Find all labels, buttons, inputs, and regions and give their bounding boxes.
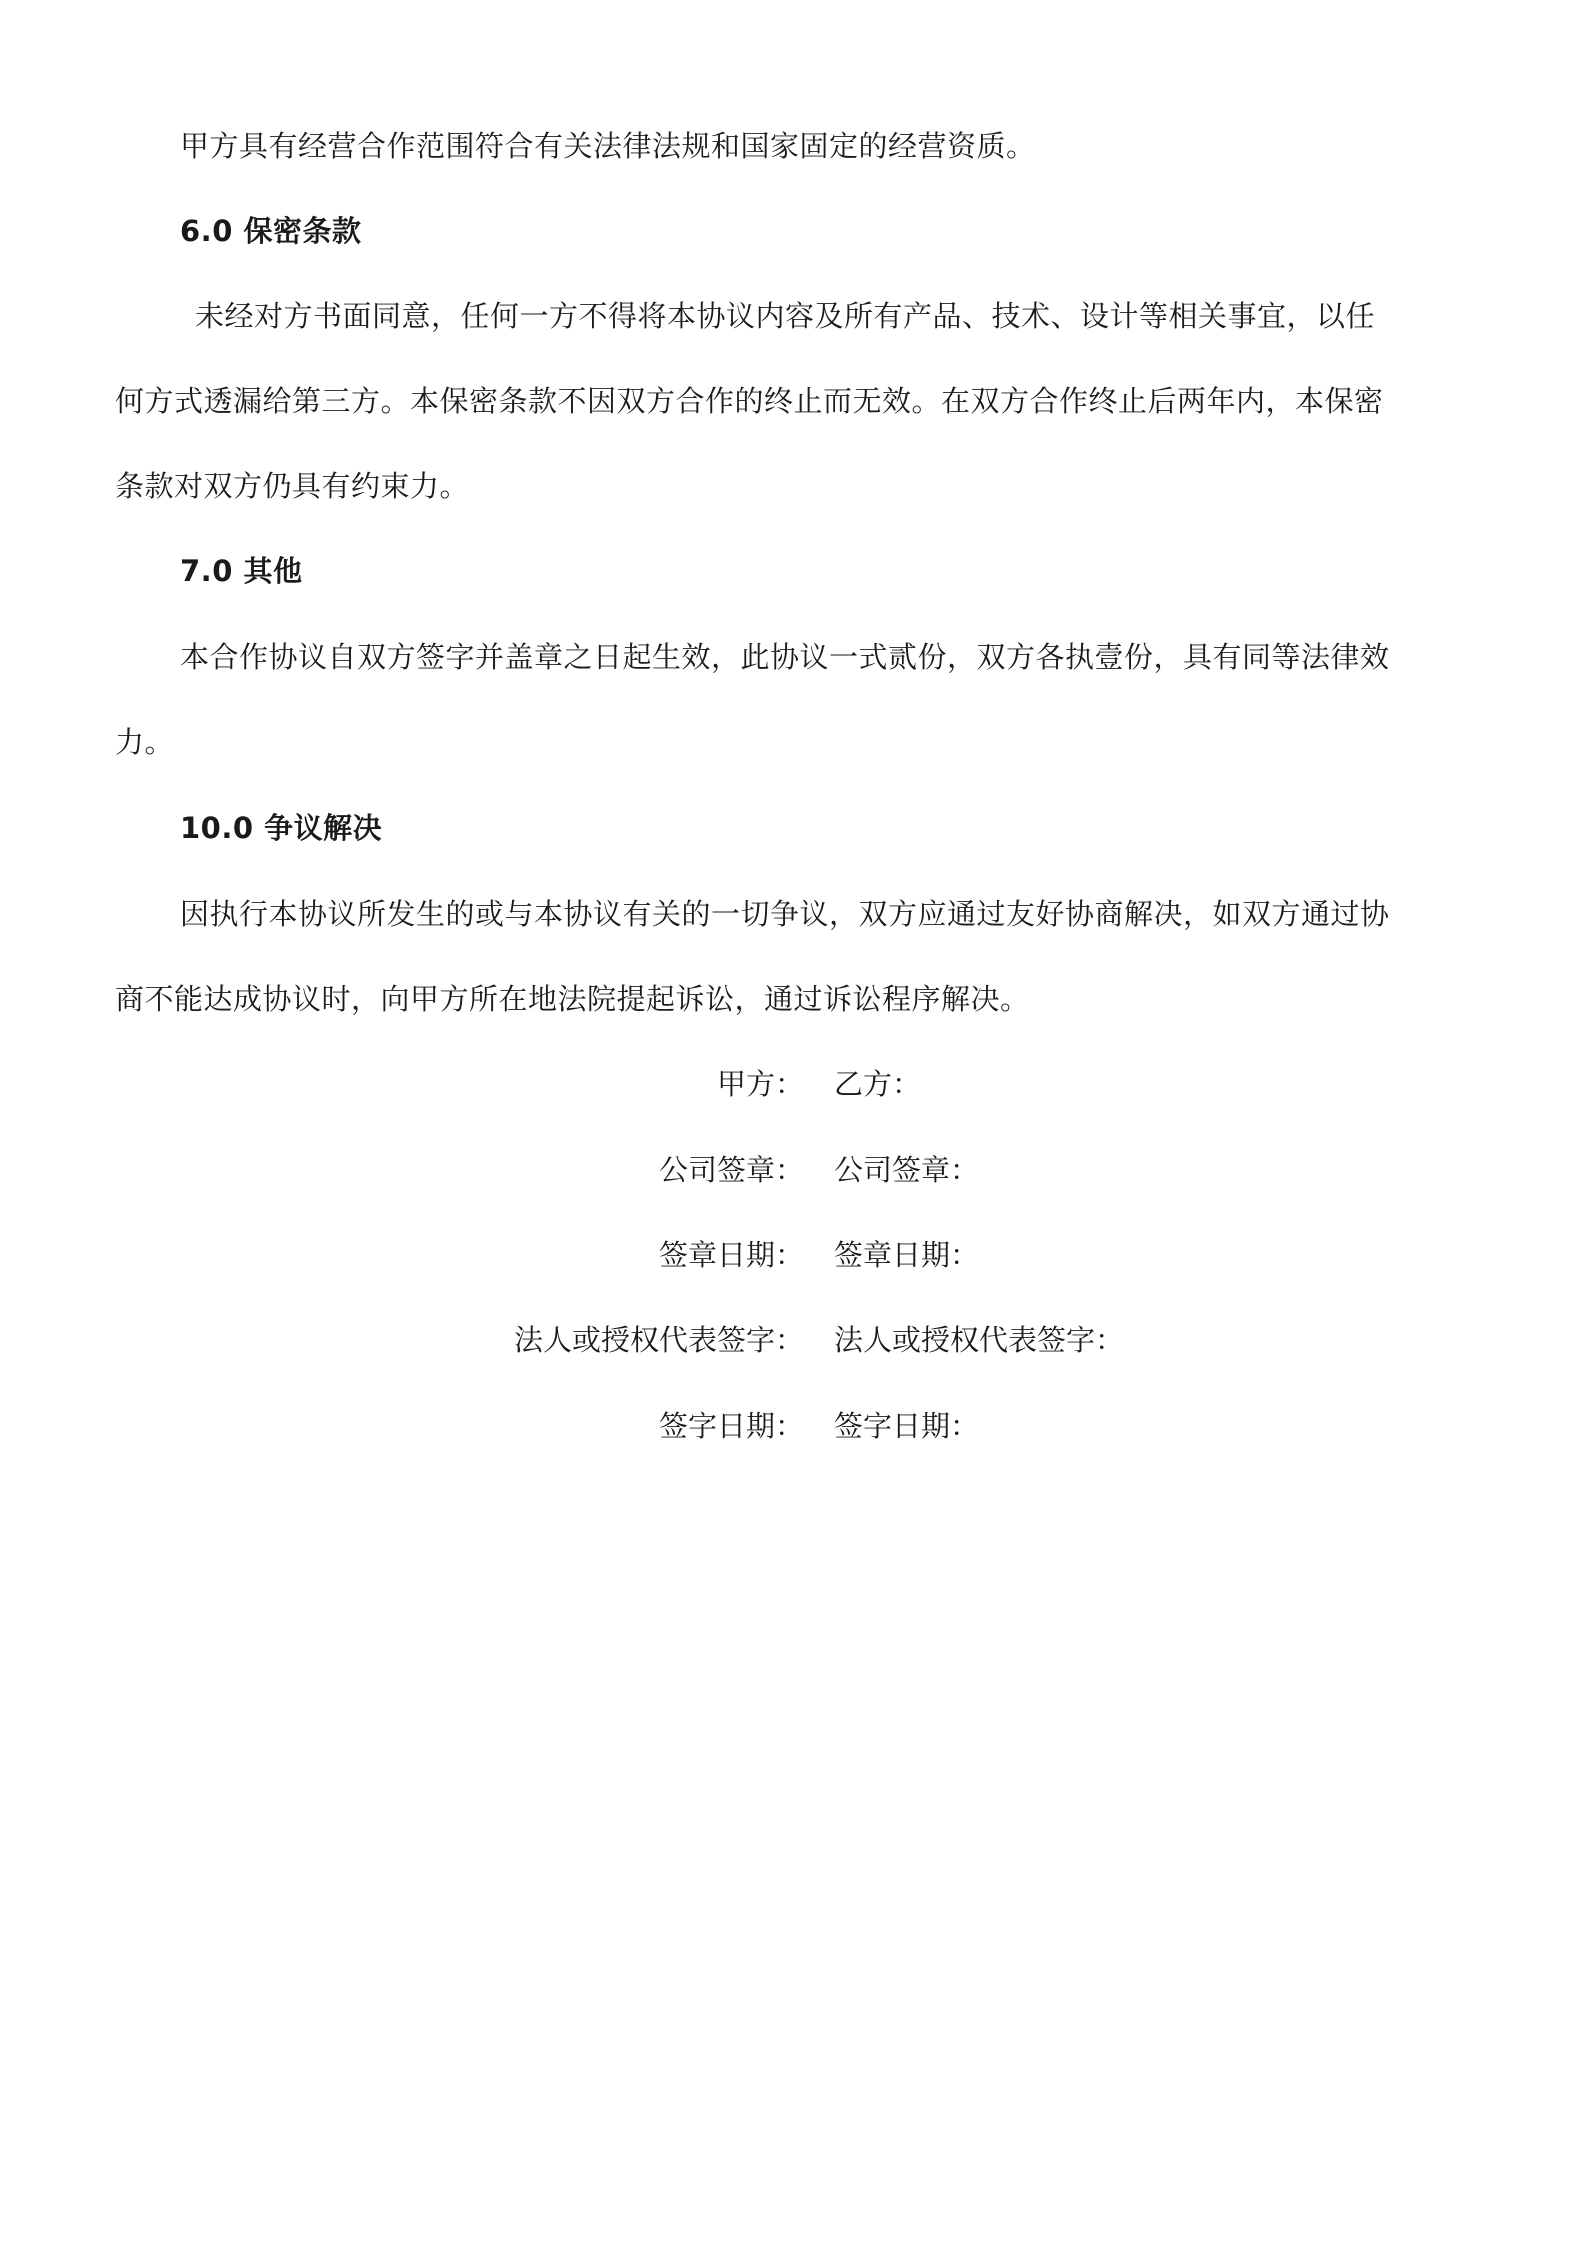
party-a-company-seal-label: 公司签章：: [658, 1153, 804, 1187]
paragraph-effective-line-2: 力。: [115, 725, 175, 759]
party-b-sign-date-label: 签字日期：: [834, 1409, 980, 1443]
party-b-company-seal-label: 公司签章：: [834, 1153, 980, 1187]
heading-dispute: 10.0 争议解决: [180, 811, 383, 845]
signature-row-seal-date: [0, 1235, 1586, 1275]
party-b-representative-label: 法人或授权代表签字：: [834, 1323, 1125, 1357]
paragraph-confidentiality-line-2: 何方式透漏给第三方。本保密条款不因双方合作的终止而无效。在双方合作终止后两年内，本保密: [115, 384, 1384, 418]
paragraph-dispute-line-1: 因执行本协议所发生的或与本协议有关的一切争议，双方应通过友好协商解决，如双方通过协: [180, 897, 1390, 931]
paragraph-confidentiality-line-3: 条款对双方仍具有约束力。: [115, 469, 470, 503]
signature-row-party: [0, 1064, 1586, 1104]
party-b-seal-date-label: 签章日期：: [834, 1238, 980, 1272]
party-a-representative-label: 法人或授权代表签字：: [513, 1323, 804, 1357]
heading-confidentiality: 6.0 保密条款: [180, 214, 362, 248]
paragraph-effective-line-1: 本合作协议自双方签字并盖章之日起生效，此协议一式贰份，双方各执壹份，具有同等法律效: [180, 640, 1390, 674]
paragraph-qualification: 甲方具有经营合作范围符合有关法律法规和国家固定的经营资质。: [180, 129, 1036, 163]
party-a-label: 甲方：: [716, 1067, 804, 1101]
party-a-sign-date-label: 签字日期：: [658, 1409, 804, 1443]
heading-other: 7.0 其他: [180, 554, 303, 588]
signature-row-representative: [0, 1320, 1586, 1360]
paragraph-confidentiality-line-1: 未经对方书面同意，任何一方不得将本协议内容及所有产品、技术、设计等相关事宜，以任: [195, 299, 1376, 333]
signature-row-company-seal: [0, 1150, 1586, 1190]
paragraph-dispute-line-2: 商不能达成协议时，向甲方所在地法院提起诉讼，通过诉讼程序解决。: [115, 982, 1030, 1016]
signature-row-sign-date: [0, 1406, 1586, 1446]
party-a-seal-date-label: 签章日期：: [658, 1238, 804, 1272]
party-b-label: 乙方：: [834, 1067, 922, 1101]
